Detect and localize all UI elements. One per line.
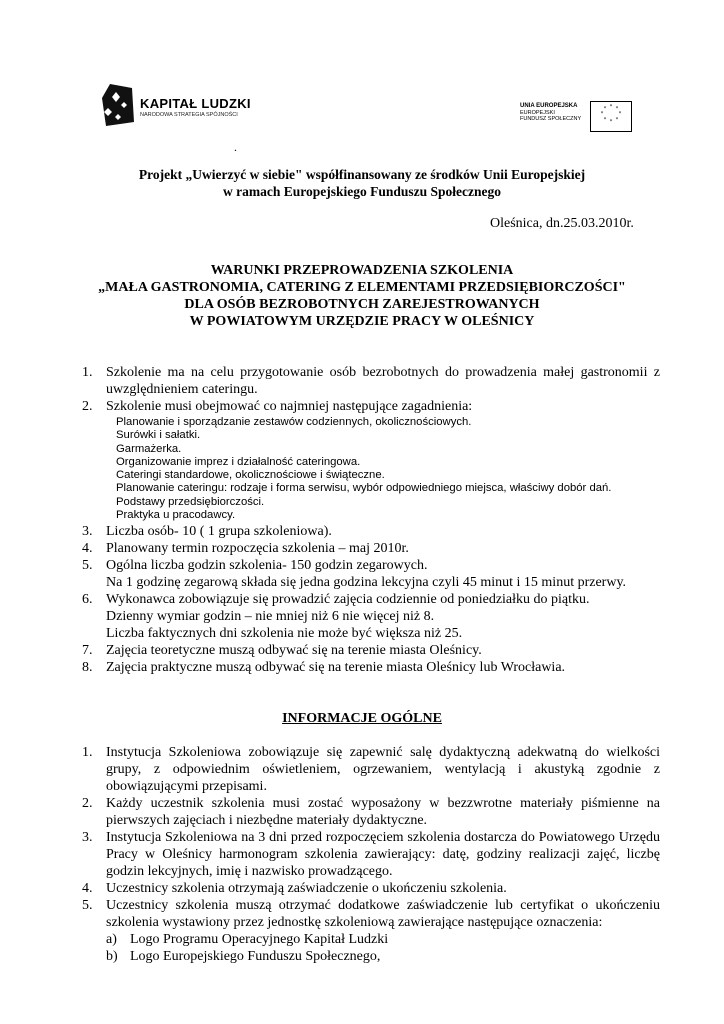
list-text: Planowany termin rozpoczęcia szkolenia – maj 2010r. bbox=[106, 541, 409, 557]
list-item bbox=[82, 557, 660, 574]
svg-text:*: * bbox=[609, 119, 613, 125]
list-number: 1. bbox=[82, 365, 93, 380]
topic-item: Garmażerka. bbox=[116, 442, 182, 455]
list-item bbox=[82, 659, 660, 676]
list-item bbox=[82, 795, 660, 829]
list-text: Instytucja Szkoleniowa na 3 dni przed rozpoczęciem szkolenia dostarcza do Powiatowego Urzędu Pracy w Oleśnicy harmonogram szkolenia zawierający: datę, godziny realizacji zajęć, liczbę godzin lekcyjnych, imię i nazwisko prowadzącego. bbox=[106, 830, 660, 879]
eu-flag-icon bbox=[590, 101, 632, 132]
project-line-2: w ramach Europejskiego Funduszu Społecznego bbox=[222, 184, 502, 199]
list-continuation: Liczba faktycznych dni szkolenia nie może być większa niż 25. bbox=[106, 626, 463, 642]
kapital-ludzki-title: KAPITAŁ LUDZKI bbox=[140, 96, 251, 111]
kapital-ludzki-subtitle: NARODOWA STRATEGIA SPÓJNOŚCI bbox=[140, 112, 238, 118]
list-number: 3. bbox=[82, 524, 93, 540]
topic-item: Podstawy przedsiębiorczości. bbox=[116, 495, 265, 508]
topic-item: Surówki i sałatki. bbox=[116, 429, 201, 442]
document-title bbox=[0, 262, 724, 330]
info-title-text: INFORMACJE OGÓLNE bbox=[282, 711, 442, 726]
svg-text:*: * bbox=[603, 106, 607, 112]
list-item bbox=[82, 591, 660, 608]
topic-item: Organizowanie imprez i działalność cateringowa. bbox=[116, 455, 361, 468]
sub-list-text: Logo Europejskiego Funduszu Społecznego, bbox=[130, 949, 381, 964]
list-item bbox=[82, 744, 660, 795]
eu-logo-line3: FUNDUSZ SPOŁECZNY bbox=[520, 116, 582, 122]
list-item bbox=[82, 398, 660, 415]
kapital-ludzki-logo bbox=[98, 78, 258, 130]
list-text: Wykonawca zobowiązuje się prowadzić zajęcia codziennie od poniedziałku do piątku. bbox=[106, 592, 590, 608]
list-number: 5. bbox=[82, 898, 93, 913]
info-section-title bbox=[0, 711, 724, 727]
svg-text:*: * bbox=[603, 117, 607, 123]
list-number: 2. bbox=[82, 399, 93, 414]
info-list bbox=[82, 744, 660, 965]
list-number: 4. bbox=[82, 881, 93, 896]
eu-logo-line1: UNIA EUROPEJSKA bbox=[520, 103, 578, 109]
svg-text:*: * bbox=[615, 117, 619, 123]
sub-list-text: Logo Programu Operacyjnego Kapitał Ludzki bbox=[130, 932, 389, 947]
list-text: Każdy uczestnik szkolenia musi zostać wyposażony w bezzwrotne materiały piśmienne na pierwszych zajęciach i niezbędne materiały dydaktyczne. bbox=[106, 796, 660, 828]
list-text: Ogólna liczba godzin szkolenia- 150 godzin zegarowych. bbox=[106, 558, 428, 574]
eu-logo-line2: EUROPEJSKI bbox=[520, 109, 555, 116]
sub-list-letter: b) bbox=[106, 949, 118, 964]
list-continuation: Na 1 godzinę zegarową składa się jedna godzina lekcyjna czyli 45 minut i 15 minut przerwy. bbox=[106, 575, 627, 591]
svg-text:*: * bbox=[615, 106, 619, 112]
title-line-4: W POWIATOWYM URZĘDZIE PRACY W OLEŚNICY bbox=[189, 314, 535, 329]
list-number: 3. bbox=[82, 830, 93, 845]
sub-list-letter: a) bbox=[106, 932, 117, 947]
project-line-1: Projekt „Uwierzyć w siebie" współfinansowany ze środków Unii Europejskiej bbox=[138, 167, 586, 182]
list-item bbox=[82, 540, 660, 557]
document-date: Oleśnica, dn.25.03.2010r. bbox=[490, 216, 634, 231]
list-text: Liczba osób- 10 ( 1 grupa szkoleniowa). bbox=[106, 524, 332, 540]
title-line-1: WARUNKI PRZEPROWADZENIA SZKOLENIA bbox=[210, 263, 514, 278]
stray-dot: . bbox=[234, 140, 237, 154]
list-continuation: Dzienny wymiar godzin – nie mniej niż 6 nie więcej niż 8. bbox=[106, 609, 435, 625]
conditions-list bbox=[82, 364, 660, 676]
list-text: Uczestnicy szkolenia otrzymają zaświadczenie o ukończeniu szkolenia. bbox=[106, 881, 507, 896]
list-text: Szkolenie musi obejmować co najmniej następujące zagadnienia: bbox=[106, 399, 473, 414]
list-number: 2. bbox=[82, 796, 93, 811]
list-number: 4. bbox=[82, 541, 93, 557]
svg-text:*: * bbox=[609, 104, 613, 110]
topics-list bbox=[82, 416, 660, 522]
list-item bbox=[82, 364, 660, 398]
list-number: 7. bbox=[82, 643, 93, 659]
list-item bbox=[82, 880, 660, 897]
list-text: Szkolenie ma na celu przygotowanie osób bezrobotnych do prowadzenia małej gastronomii z uwzględnieniem cateringu. bbox=[106, 365, 660, 397]
topic-item: Praktyka u pracodawcy. bbox=[116, 509, 236, 522]
svg-text:*: * bbox=[600, 111, 604, 117]
topic-item: Planowanie i sporządzanie zestawów codziennych, okolicznościowych. bbox=[116, 416, 472, 428]
title-line-2: „MAŁA GASTRONOMIA, CATERING Z ELEMENTAMI PRZEDSIĘBIORCZOŚCI" bbox=[98, 280, 626, 295]
eu-logo bbox=[520, 101, 638, 137]
topic-item: Cateringi standardowe, okolicznościowe i świąteczne. bbox=[116, 469, 385, 482]
list-number: 6. bbox=[82, 592, 93, 608]
list-number: 8. bbox=[82, 660, 93, 676]
sub-list-item bbox=[106, 931, 660, 948]
list-text: Uczestnicy szkolenia muszą otrzymać dodatkowe zaświadczenie lub certyfikat o ukończeniu szkolenia wystawiony przez jednostkę szkoleniową zawierające następujące oznaczenia: bbox=[106, 898, 660, 930]
list-item bbox=[82, 523, 660, 540]
list-item bbox=[82, 897, 660, 931]
sub-list-item bbox=[106, 948, 660, 965]
list-number: 5. bbox=[82, 558, 93, 574]
kapital-ludzki-emblem-icon bbox=[98, 78, 138, 130]
list-number: 1. bbox=[82, 745, 93, 760]
svg-text:*: * bbox=[618, 111, 622, 117]
list-text: Zajęcia praktyczne muszą odbywać się na terenie miasta Oleśnicy lub Wrocławia. bbox=[106, 660, 566, 676]
topic-item: Planowanie cateringu: rodzaje i forma serwisu, wybór odpowiedniego miejsca, właściwy dobór dań. bbox=[116, 482, 612, 495]
eu-logo-text bbox=[520, 103, 581, 123]
title-line-3: DLA OSÓB BEZROBOTNYCH ZAREJESTROWANYCH bbox=[184, 297, 540, 312]
list-item bbox=[82, 829, 660, 880]
list-text: Zajęcia teoretyczne muszą odbywać się na terenie miasta Oleśnicy. bbox=[106, 643, 482, 659]
list-text: Instytucja Szkoleniowa zobowiązuje się zapewnić salę dydaktyczną adekwatną do wielkości grupy, z odpowiednim oświetleniem, ogrzewaniem, wentylacją i akustyką zgodnie z obowiązującymi przepisami. bbox=[106, 745, 660, 794]
list-item bbox=[82, 642, 660, 659]
